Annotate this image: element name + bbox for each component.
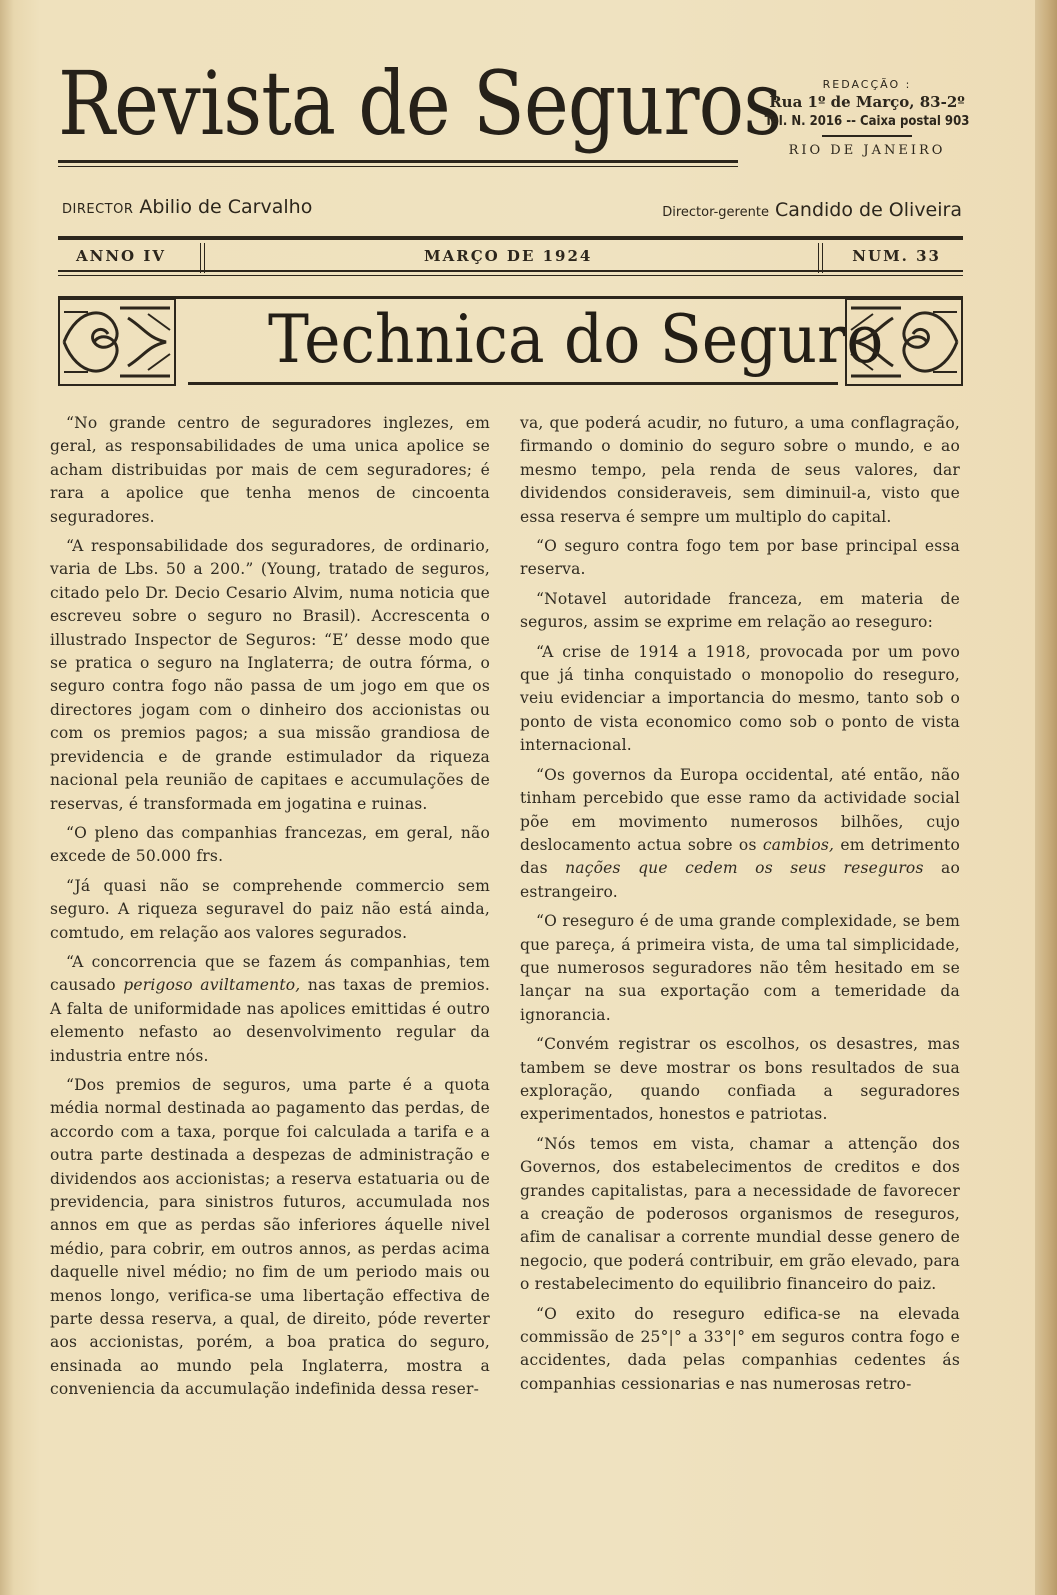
paragraph: “Dos premios de seguros, uma parte é a quota média normal destinada ao pagamento das perdas, de accordo com a taxa, porque foi calculada a tarifa e a outra parte destinada a despezas de administração e dividendos aos accionistas; a reserva estatuaria ou de previdencia, para sinistros futuros, accumulada nos annos em que as perdas são inferiores áquelle nivel médio, para cobrir, em outros annos, as perdas acima daquelle nivel médio; no fim de um periodo mais ou menos longo, verifica-se uma libertação effectiva de parte dessa reserva, a qual, de direito, póde reverter aos accionistas, porém, a boa pratica do seguro, ensinada ao mundo pela Inglaterra, mostra a conveniencia da accumulação indefinida dessa reser- <box>50 1075 490 1399</box>
paragraph: “A crise de 1914 a 1918, provocada por um povo que já tinha conquistado o monopolio do reseguro, veiu evidenciar a importancia do mesmo, tanto sob o ponto de vista economico como sob o ponto de vista internacional. <box>520 642 960 755</box>
article-column-left <box>50 412 490 1408</box>
masthead-rule-thin <box>58 166 738 167</box>
issue-number: NUM. 33 <box>852 247 941 265</box>
emphasis-run: nações que cedem os seus reseguros <box>565 859 924 878</box>
issue-divider-left-double <box>204 243 205 273</box>
paragraph: “Nós temos em vista, chamar a attenção dos Governos, dos estabelecimentos de creditos e dos grandes capitalistas, para a necessidade de favorecer a creação de poderosos organismos de reseguros, afim de canalisar a corrente mundial desse genero de negocio, que poderá contribuir, em grão elevado, para o restabelecimento do equilibrio financeiro do paiz. <box>520 1134 960 1294</box>
paragraph: “O reseguro é de uma grande complexidade, se bem que pareça, á primeira vista, de uma tal simplicidade, que numerosos seguradores não têm hesitado em se lançar na sua exportação com a temeridade da ignorancia. <box>520 912 960 1024</box>
paragraph: “Convém registrar os escolhos, os desastres, mas tambem se deve mostrar os bons resultados de sua exploração, quando confiada a seguradores experimentados, honestos e patriotas. <box>520 1035 960 1124</box>
masthead-rule <box>58 160 738 163</box>
paragraph: “A responsabilidade dos seguradores, de ordinario, varia de Lbs. 50 a 200.” (Young, tratado de seguros, citado pelo Dr. Decio Cesario Alvim, numa noticia que escreveu sobre o seguro no Brasil). Accrescenta o illustrado Inspector de Seguros: “E’ desse modo que se pratica o seguro na Inglaterra; de outra fórma, o seguro contra fogo não passa de um jogo em que os directores jogam com o dinheiro dos accionistas ou com os premios pagos; a sua missão grandiosa de previdencia e de grande estimulador da riqueza nacional pela reunião de capitaes e accumulações de reservas, é transformada em jogatina e ruinas. <box>50 537 490 813</box>
gerente-label: Director-gerente <box>662 205 769 220</box>
issue-divider-right <box>818 243 819 273</box>
director-label: DIRECTOR <box>62 202 134 217</box>
text-run: “A concorrencia que se fazem ás companhias, tem causado <box>50 952 490 995</box>
redaccao-label: REDACÇÃO : <box>822 78 912 91</box>
paragraph <box>520 764 960 904</box>
issue-year: ANNO IV <box>76 247 167 265</box>
text-run: ao estrangeiro. <box>520 859 960 901</box>
street-address: Rua 1º de Março, 83-2º <box>769 93 965 111</box>
banner-top-rule <box>58 296 963 299</box>
text-run: “Os governos da Europa occidental, até então, não tinham percebido que esse ramo da actividade social põe em movimento numerosos bilhões, cujo deslocamento actua sobre os <box>520 765 960 854</box>
text-run: nas taxas de premios. A falta de uniformidade nas apolices emittidas é outro elemento nefasto ao desenvolvimento regular da industria entre nós. <box>50 976 490 1065</box>
director-name: Abilio de Carvalho <box>139 196 313 218</box>
ornament-right-icon <box>845 298 963 386</box>
phone-and-postbox: Tel. N. 2016 -- Caixa postal 903 <box>764 114 970 129</box>
gerente-credit <box>662 199 962 221</box>
issue-divider-right-double <box>822 243 823 273</box>
editorial-address-block <box>752 78 982 158</box>
director-credit <box>62 196 312 218</box>
paragraph <box>50 951 490 1068</box>
issue-bar-bottom-rule <box>58 270 963 272</box>
gerente-name: Candido de Oliveira <box>775 199 962 221</box>
section-banner <box>58 296 963 390</box>
paragraph: va, que poderá acudir, no futuro, a uma conflagração, firmando o dominio do seguro sobre o mundo, e ao mesmo tempo, pela renda de seus valores, dar dividendos consideraveis, sem diminuil-a, visto que essa reserva é sempre um multiplo do capital. <box>520 414 960 526</box>
issue-info-row <box>58 244 963 270</box>
issue-date: MARÇO DE 1924 <box>424 247 593 265</box>
issue-bar-bottom-rule-thin <box>58 275 963 276</box>
city-name: RIO DE JANEIRO <box>788 143 946 158</box>
banner-bottom-rule <box>188 382 838 385</box>
article-column-right <box>520 412 960 1402</box>
paragraph: “O pleno das companhias francezas, em geral, não excede de 50.000 frs. <box>50 823 490 866</box>
emphasis-run: perigoso aviltamento, <box>123 976 301 995</box>
masthead-title: Revista de Seguros <box>58 52 782 155</box>
issue-bar-top-rule <box>58 236 963 240</box>
paragraph: “Notavel autoridade franceza, em materia de seguros, assim se exprime em relação ao reseguro: <box>520 589 960 632</box>
paragraph: “O exito do reseguro edifica-se na elevada commissão de 25°|° a 33°|° em seguros contra fogo e accidentes, dada pelas companhias cedentes ás companhias cessionarias e nas numerosas retro- <box>520 1304 960 1393</box>
paragraph: “Já quasi não se comprehende commercio sem seguro. A riqueza seguravel do paiz não está ainda, comtudo, em relação aos valores segurados. <box>50 876 490 942</box>
text-run: em detrimento das <box>520 835 960 878</box>
section-title: Technica do Seguro <box>268 301 884 378</box>
paragraph: “No grande centro de seguradores inglezes, em geral, as responsabilidades de uma unica apolice se acham distribuidas por mais de cem seguradores; é rara a apolice que tenha menos de cincoenta seguradores. <box>50 414 490 526</box>
page-spine-edge <box>1035 0 1057 1595</box>
emphasis-run: cambios, <box>762 835 835 854</box>
paragraph: “O seguro contra fogo tem por base principal essa reserva. <box>520 537 960 579</box>
address-divider <box>822 135 912 137</box>
issue-divider-left <box>200 243 201 273</box>
ornament-left-icon <box>58 298 176 386</box>
